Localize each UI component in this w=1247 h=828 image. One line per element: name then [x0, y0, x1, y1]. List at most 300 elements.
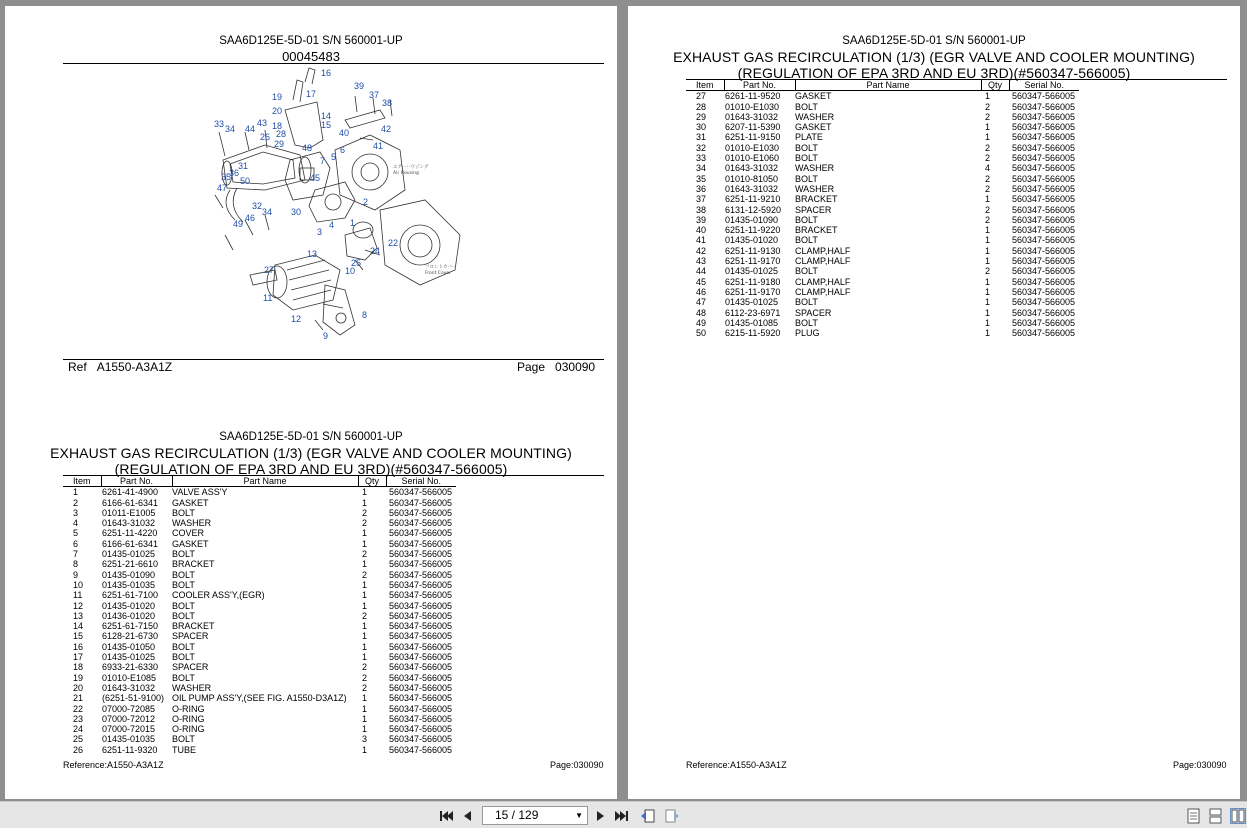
svg-text:35: 35	[221, 172, 232, 182]
item-cell: 44	[696, 266, 707, 277]
chevron-down-icon[interactable]: ▼	[575, 811, 583, 820]
part-name-cell: SPACER	[795, 204, 832, 215]
serial-no-cell: 560347-566005	[389, 641, 453, 652]
item-cell: 21	[73, 693, 84, 704]
part-no-cell: 6128-21-6730	[102, 631, 159, 642]
serial-no-cell: 560347-566005	[389, 703, 453, 714]
part-no-cell: 01010-E1030	[725, 142, 780, 153]
svg-text:30: 30	[291, 207, 302, 217]
col-qty: Qty	[981, 80, 1009, 91]
serial-no-cell: 560347-566005	[389, 610, 453, 621]
svg-text:17: 17	[306, 89, 317, 99]
item-cell: 26	[73, 744, 84, 755]
part-name-cell: WASHER	[172, 518, 212, 529]
qty-cell: 2	[985, 266, 991, 277]
item-cell: 14	[73, 621, 84, 632]
svg-text:42: 42	[381, 124, 392, 134]
qty-cell: 2	[985, 153, 991, 164]
part-name-cell: BOLT	[172, 610, 195, 621]
svg-text:29: 29	[274, 139, 285, 149]
qty-cell: 2	[362, 507, 368, 518]
qty-cell: 2	[985, 111, 991, 122]
qty-cell: 2	[985, 173, 991, 184]
svg-text:28: 28	[276, 129, 287, 139]
table-row	[686, 277, 1079, 287]
item-cell: 50	[696, 328, 707, 339]
table-row	[63, 611, 456, 621]
part-no-cell: 6251-11-9220	[725, 225, 781, 236]
prev-page-icon[interactable]	[460, 808, 476, 824]
table-row	[63, 734, 456, 744]
part-name-cell: BOLT	[795, 235, 818, 246]
part-no-cell: 01435-01025	[725, 266, 779, 277]
reference-footer: Reference:A1550-A3A1Z	[63, 760, 164, 770]
item-cell: 25	[73, 734, 84, 745]
table-row	[686, 91, 1079, 102]
part-no-cell: 6251-11-9170	[725, 256, 781, 267]
qty-cell: 1	[985, 194, 991, 205]
col-part-no: Part No.	[101, 476, 172, 487]
col-item: Item	[63, 476, 101, 487]
serial-no-cell: 560347-566005	[389, 713, 453, 724]
part-no-cell: 6251-11-9130	[725, 245, 781, 256]
part-name-cell: COOLER ASS'Y,(EGR)	[172, 590, 265, 601]
item-cell: 39	[696, 214, 707, 225]
serial-no-cell: 560347-566005	[1012, 173, 1076, 184]
serial-no-cell: 560347-566005	[389, 518, 453, 529]
item-cell: 3	[73, 507, 79, 518]
item-cell: 24	[73, 724, 84, 735]
page-footer: Page:030090	[1173, 760, 1227, 770]
svg-text:34: 34	[225, 124, 236, 134]
item-cell: 40	[696, 225, 707, 236]
serial-no-cell: 560347-566005	[1012, 225, 1076, 236]
table-row	[686, 122, 1079, 132]
part-no-cell: 01010-E1030	[725, 101, 780, 112]
diagram-doc-number: 00045483	[282, 49, 340, 64]
item-cell: 35	[696, 173, 707, 184]
model-heading: SAA6D125E-5D-01 S/N 560001-UP	[219, 431, 403, 443]
part-name-cell: COVER	[172, 528, 205, 539]
part-name-cell: GASKET	[795, 91, 832, 102]
part-no-cell: 01643-31032	[725, 111, 779, 122]
item-cell: 31	[696, 132, 707, 143]
qty-cell: 2	[362, 549, 368, 560]
part-no-cell: 6131-12-5920	[725, 204, 782, 215]
svg-text:39: 39	[354, 81, 365, 91]
serial-no-cell: 560347-566005	[389, 528, 453, 539]
qty-cell: 1	[985, 297, 991, 308]
svg-text:1: 1	[350, 218, 356, 228]
part-no-cell: 01435-01050	[102, 641, 156, 652]
continuous-view-icon[interactable]	[1209, 808, 1223, 824]
table-row	[686, 256, 1079, 266]
part-no-cell: 01010-E1085	[102, 672, 157, 683]
table-row	[686, 132, 1079, 142]
serial-no-cell: 560347-566005	[389, 734, 453, 745]
qty-cell: 1	[985, 132, 991, 143]
part-no-cell: 01435-01025	[102, 652, 156, 663]
part-name-cell: BOLT	[172, 507, 195, 518]
item-cell: 36	[696, 183, 707, 194]
table-row	[63, 642, 456, 652]
table-row	[686, 266, 1079, 276]
table-row	[63, 714, 456, 724]
qty-cell: 1	[985, 317, 991, 328]
part-no-cell: 01436-01020	[102, 610, 156, 621]
qty-cell: 1	[362, 487, 368, 498]
qty-cell: 1	[985, 245, 991, 256]
part-name-cell: BOLT	[172, 569, 195, 580]
serial-no-cell: 560347-566005	[389, 549, 453, 560]
diagram-model-heading: SAA6D125E-5D-01 S/N 560001-UP	[219, 35, 403, 47]
serial-no-cell: 560347-566005	[1012, 122, 1076, 133]
qty-cell: 1	[362, 559, 368, 570]
qty-cell: 2	[362, 569, 368, 580]
parts-table	[63, 476, 456, 755]
item-cell: 13	[73, 610, 84, 621]
item-cell: 7	[73, 549, 79, 560]
part-no-cell: 01435-01025	[102, 549, 156, 560]
part-name-cell: BOLT	[795, 173, 818, 184]
part-name-cell: CLAMP,HALF	[795, 256, 851, 267]
part-no-cell: 6207-11-5390	[725, 122, 781, 133]
table-header	[63, 476, 456, 487]
serial-no-cell: 560347-566005	[389, 569, 453, 580]
serial-no-cell: 560347-566005	[389, 538, 453, 549]
part-no-cell: 01010-81050	[725, 173, 779, 184]
col-part-no: Part No.	[724, 80, 795, 91]
table-row	[686, 235, 1079, 245]
serial-no-cell: 560347-566005	[389, 579, 453, 590]
table-row	[63, 745, 456, 755]
svg-text:Front Cover: Front Cover	[425, 271, 451, 276]
part-no-cell: 6251-61-7100	[102, 590, 159, 601]
qty-cell: 1	[362, 497, 368, 508]
part-no-cell: 01435-01090	[725, 214, 779, 225]
svg-text:32: 32	[252, 201, 263, 211]
part-name-cell: BOLT	[795, 153, 818, 164]
table-row	[686, 318, 1079, 328]
svg-text:25: 25	[351, 258, 362, 268]
part-no-cell: 6261-11-9520	[725, 91, 781, 102]
svg-text:31: 31	[238, 161, 249, 171]
table-row	[686, 153, 1079, 163]
svg-text:5: 5	[331, 152, 337, 162]
svg-text:8: 8	[362, 310, 368, 320]
table-row	[63, 652, 456, 662]
table-row	[63, 683, 456, 693]
serial-no-cell: 560347-566005	[389, 507, 453, 518]
qty-cell: 1	[362, 641, 368, 652]
item-cell: 45	[696, 276, 707, 287]
serial-no-cell: 560347-566005	[1012, 276, 1076, 287]
qty-cell: 2	[985, 183, 991, 194]
svg-text:37: 37	[369, 90, 380, 100]
col-qty: Qty	[358, 476, 386, 487]
qty-cell: 1	[362, 579, 368, 590]
item-cell: 11	[73, 590, 83, 601]
part-name-cell: BRACKET	[795, 194, 838, 205]
table-row	[63, 570, 456, 580]
forward-icon[interactable]	[664, 808, 680, 824]
serial-no-cell: 560347-566005	[389, 652, 453, 663]
part-no-cell: 01435-01020	[102, 600, 156, 611]
serial-no-cell: 560347-566005	[389, 744, 453, 755]
table-header	[686, 80, 1079, 91]
part-no-cell: 6933-21-6330	[102, 662, 159, 673]
table-row	[686, 194, 1079, 204]
svg-text:3: 3	[317, 227, 323, 237]
serial-no-cell: 560347-566005	[1012, 101, 1076, 112]
part-no-cell: 01643-31032	[725, 163, 779, 174]
qty-cell: 1	[362, 538, 368, 549]
serial-no-cell: 560347-566005	[389, 682, 453, 693]
serial-no-cell: 560347-566005	[389, 724, 453, 735]
table-row	[63, 693, 456, 703]
svg-text:22: 22	[388, 238, 399, 248]
serial-no-cell: 560347-566005	[1012, 194, 1076, 205]
part-name-cell: O-RING	[172, 703, 205, 714]
item-cell: 47	[696, 297, 707, 308]
item-cell: 5	[73, 528, 79, 539]
table-row	[686, 328, 1079, 338]
qty-cell: 1	[985, 91, 991, 102]
part-name-cell: BOLT	[172, 641, 195, 652]
section-title-line2: (REGULATION OF EPA 3RD AND EU 3RD)(#560347-566005)	[114, 461, 508, 477]
part-name-cell: BOLT	[172, 672, 195, 683]
qty-cell: 1	[362, 621, 368, 632]
part-name-cell: O-RING	[172, 724, 205, 735]
item-cell: 8	[73, 559, 79, 570]
part-name-cell: BOLT	[795, 214, 818, 225]
svg-text:2: 2	[363, 197, 369, 207]
svg-text:6: 6	[340, 145, 346, 155]
single-page-view-icon[interactable]	[1187, 808, 1201, 824]
next-page-icon[interactable]	[592, 808, 608, 824]
qty-cell: 2	[362, 518, 368, 529]
item-cell: 30	[696, 122, 707, 133]
svg-text:15: 15	[321, 120, 332, 130]
table-row	[686, 143, 1079, 153]
item-cell: 42	[696, 245, 707, 256]
part-no-cell: 6166-61-6341	[102, 497, 159, 508]
svg-text:26: 26	[260, 132, 271, 142]
table-row	[63, 590, 456, 600]
table-row	[63, 673, 456, 683]
ref-block	[68, 360, 172, 374]
table-row	[686, 102, 1079, 112]
item-cell: 12	[73, 600, 84, 611]
qty-cell: 1	[362, 590, 368, 601]
part-no-cell: 6251-11-4220	[102, 528, 158, 539]
part-name-cell: CLAMP,HALF	[795, 286, 851, 297]
part-name-cell: BRACKET	[795, 225, 838, 236]
page-number-field[interactable]	[482, 806, 588, 825]
serial-no-cell: 560347-566005	[1012, 266, 1076, 277]
svg-text:40: 40	[339, 128, 350, 138]
svg-text:18: 18	[272, 121, 283, 131]
qty-cell: 2	[985, 142, 991, 153]
section-title-line1: EXHAUST GAS RECIRCULATION (1/3) (EGR VALVE AND COOLER MOUNTING)	[673, 49, 1195, 65]
qty-cell: 1	[362, 744, 368, 755]
item-cell: 29	[696, 111, 707, 122]
ref-value: A1550-A3A1Z	[96, 360, 173, 374]
part-name-cell: SPACER	[795, 307, 832, 318]
table-row	[63, 559, 456, 569]
part-no-cell: 6251-11-9210	[725, 194, 781, 205]
item-cell: 46	[696, 286, 707, 297]
serial-no-cell: 560347-566005	[1012, 256, 1076, 267]
item-cell: 43	[696, 256, 707, 267]
qty-cell: 2	[362, 610, 368, 621]
serial-no-cell: 560347-566005	[1012, 91, 1076, 102]
serial-no-cell: 560347-566005	[389, 559, 453, 570]
table-row	[686, 163, 1079, 173]
qty-cell: 1	[985, 276, 991, 287]
item-cell: 28	[696, 101, 707, 112]
item-cell: 22	[73, 703, 84, 714]
part-no-cell: 01435-01020	[725, 235, 779, 246]
table-row	[63, 724, 456, 734]
col-serial-no: Serial No.	[1009, 80, 1079, 91]
ref-label: Ref	[68, 360, 87, 374]
serial-no-cell: 560347-566005	[389, 600, 453, 611]
serial-no-cell: 560347-566005	[389, 487, 453, 498]
serial-no-cell: 560347-566005	[1012, 286, 1076, 297]
part-name-cell: BRACKET	[172, 621, 215, 632]
part-name-cell: BOLT	[795, 101, 818, 112]
svg-text:11: 11	[263, 293, 273, 303]
table-row	[63, 621, 456, 631]
svg-text:50: 50	[240, 176, 251, 186]
svg-text:フロントカバー: フロントカバー	[425, 265, 457, 270]
serial-no-cell: 560347-566005	[1012, 204, 1076, 215]
part-no-cell: (6251-51-9100)	[102, 693, 165, 704]
part-name-cell: BOLT	[795, 142, 818, 153]
item-cell: 9	[73, 569, 79, 580]
svg-text:36: 36	[229, 168, 240, 178]
qty-cell: 2	[985, 214, 991, 225]
page-value: 030090	[555, 360, 596, 374]
model-heading: SAA6D125E-5D-01 S/N 560001-UP	[842, 35, 1026, 47]
col-item: Item	[686, 80, 724, 91]
svg-text:47: 47	[217, 183, 228, 193]
part-no-cell: 01011-E1005	[102, 507, 156, 518]
part-no-cell: 01643-31032	[102, 518, 156, 529]
svg-text:エアーハウジング: エアーハウジング	[393, 165, 429, 170]
part-name-cell: CLAMP,HALF	[795, 276, 851, 287]
part-name-cell: VALVE ASS'Y	[172, 487, 228, 498]
svg-text:20: 20	[272, 106, 283, 116]
table-row	[63, 580, 456, 590]
part-name-cell: PLATE	[795, 132, 823, 143]
col-serial-no: Serial No.	[386, 476, 456, 487]
item-cell: 49	[696, 317, 707, 328]
qty-cell: 2	[985, 101, 991, 112]
item-cell: 15	[73, 631, 84, 642]
serial-no-cell: 560347-566005	[1012, 245, 1076, 256]
part-no-cell: 6215-11-5920	[725, 328, 781, 339]
part-name-cell: SPACER	[172, 631, 209, 642]
serial-no-cell: 560347-566005	[1012, 163, 1076, 174]
qty-cell: 1	[362, 652, 368, 663]
svg-text:9: 9	[323, 331, 329, 341]
left-page	[5, 6, 617, 799]
table-row	[63, 601, 456, 611]
serial-no-cell: 560347-566005	[1012, 183, 1076, 194]
item-cell: 37	[696, 194, 707, 205]
part-name-cell: BOLT	[172, 549, 195, 560]
page-indicator: 15 / 129	[495, 808, 539, 822]
table-row	[686, 225, 1079, 235]
svg-text:12: 12	[291, 314, 302, 324]
part-name-cell: BOLT	[172, 600, 195, 611]
item-cell: 38	[696, 204, 707, 215]
first-page-icon[interactable]	[438, 808, 454, 824]
item-cell: 34	[696, 163, 707, 174]
table-row	[686, 184, 1079, 194]
svg-text:10: 10	[345, 266, 356, 276]
serial-no-cell: 560347-566005	[1012, 132, 1076, 143]
qty-cell: 1	[985, 307, 991, 318]
item-cell: 32	[696, 142, 707, 153]
qty-cell: 1	[362, 724, 368, 735]
part-no-cell: 01435-01090	[102, 569, 156, 580]
page-footer: Page:030090	[550, 760, 604, 770]
part-no-cell: 6251-11-9170	[725, 286, 781, 297]
svg-text:34: 34	[262, 207, 273, 217]
part-name-cell: O-RING	[172, 713, 205, 724]
item-cell: 27	[696, 91, 707, 102]
item-cell: 20	[73, 682, 84, 693]
part-name-cell: BOLT	[795, 317, 818, 328]
part-no-cell: 01435-01025	[725, 297, 779, 308]
table-row	[63, 498, 456, 508]
last-page-icon[interactable]	[614, 808, 630, 824]
part-name-cell: GASKET	[795, 122, 832, 133]
viewer-toolbar	[0, 801, 1247, 828]
facing-view-icon[interactable]	[1230, 808, 1246, 824]
serial-no-cell: 560347-566005	[389, 672, 453, 683]
back-icon[interactable]	[640, 808, 656, 824]
svg-text:4: 4	[329, 220, 335, 230]
part-name-cell: SPACER	[172, 662, 209, 673]
part-name-cell: WASHER	[795, 183, 835, 194]
part-no-cell: 01435-01035	[102, 734, 156, 745]
svg-text:13: 13	[307, 249, 318, 259]
part-name-cell: BOLT	[172, 734, 195, 745]
svg-text:14: 14	[321, 111, 332, 121]
item-cell: 41	[696, 235, 707, 246]
part-name-cell: WASHER	[795, 111, 835, 122]
part-name-cell: CLAMP,HALF	[795, 245, 851, 256]
serial-no-cell: 560347-566005	[1012, 297, 1076, 308]
svg-text:41: 41	[373, 141, 384, 151]
item-cell: 4	[73, 518, 79, 529]
qty-cell: 1	[985, 286, 991, 297]
item-cell: 10	[73, 579, 84, 590]
part-name-cell: PLUG	[795, 328, 820, 339]
part-no-cell: 01643-31032	[102, 682, 156, 693]
table-row	[63, 487, 456, 498]
qty-cell: 2	[362, 662, 368, 673]
serial-no-cell: 560347-566005	[1012, 235, 1076, 246]
table-row	[63, 518, 456, 528]
part-name-cell: GASKET	[172, 497, 209, 508]
part-name-cell: BOLT	[795, 297, 818, 308]
svg-text:46: 46	[245, 213, 256, 223]
